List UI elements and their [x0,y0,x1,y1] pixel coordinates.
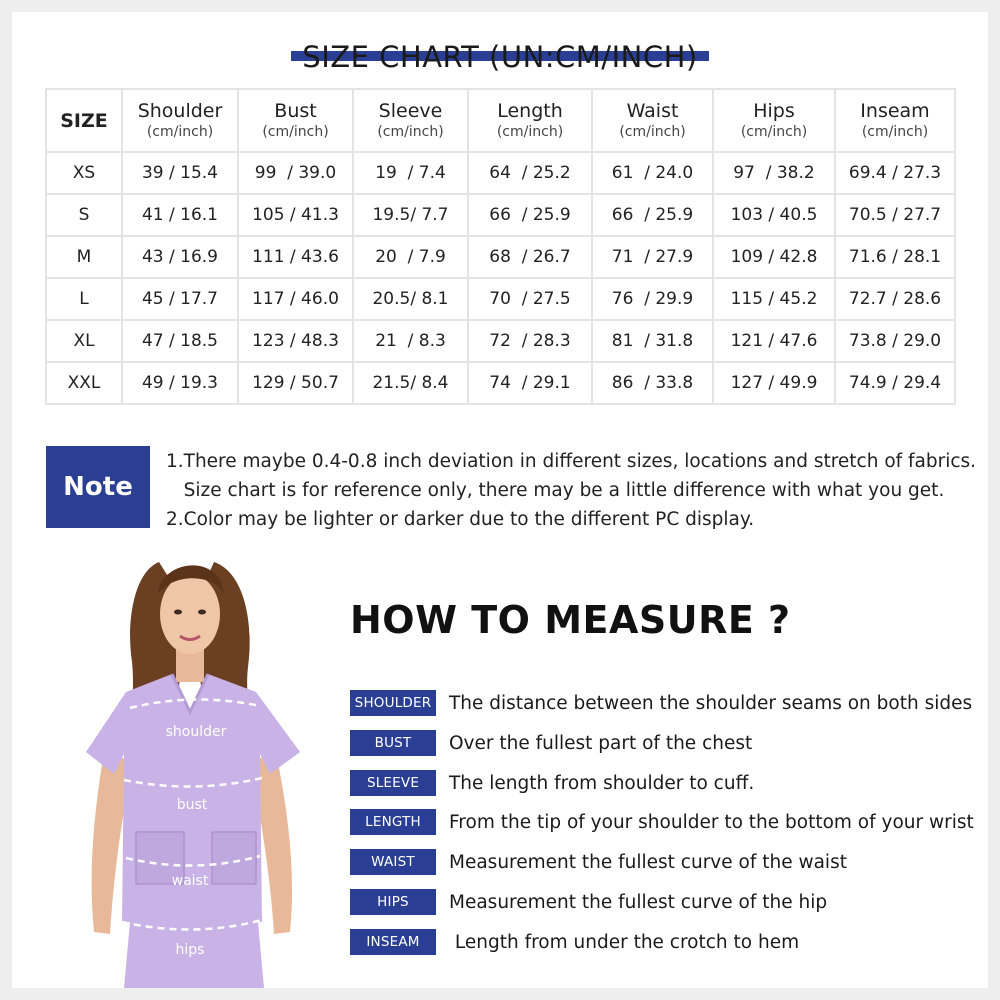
table-row [46,320,955,362]
table-cell: 66 / 25.9 [468,194,592,236]
measure-row [350,689,972,717]
eye-shape [198,610,206,615]
note-text [166,447,976,534]
note-line: 2.Color may be lighter or darker due to the different PC display. [166,509,755,530]
table-cell: 105 / 41.3 [238,194,353,236]
table-cell: 71.6 / 28.1 [835,236,955,278]
table-cell: 64 / 25.2 [468,152,592,194]
measure-description: The length from shoulder to cuff. [449,772,755,794]
table-cell: 19.5/ 7.7 [353,194,468,236]
table-cell: 111 / 43.6 [238,236,353,278]
column-header: Waist (cm/inch) [592,89,713,152]
table-cell: 69.4 / 27.3 [835,152,955,194]
column-header: Inseam (cm/inch) [835,89,955,152]
table-cell: 21 / 8.3 [353,320,468,362]
table-cell: 49 / 19.3 [122,362,238,404]
title-wrap [12,40,988,74]
measure-description: Measurement the fullest curve of the hip [449,891,828,913]
figure-label-bust: bust [176,797,208,813]
size-chart-table [45,88,956,405]
table-cell: 47 / 18.5 [122,320,238,362]
table-cell: 71 / 27.9 [592,236,713,278]
measure-row [350,848,847,876]
note-line: Size chart is for reference only, there may be a little difference with what you get. [166,480,945,501]
measure-description: Over the fullest part of the chest [449,732,753,754]
table-cell: 74 / 29.1 [468,362,592,404]
figure-label-shoulder: shoulder [165,724,227,740]
note-badge: Note [46,446,150,528]
table-cell: 45 / 17.7 [122,278,238,320]
table-cell: 70 / 27.5 [468,278,592,320]
eye-shape [174,610,182,615]
table-cell: 74.9 / 29.4 [835,362,955,404]
table-cell: 129 / 50.7 [238,362,353,404]
table-row [46,152,955,194]
table-cell: 39 / 15.4 [122,152,238,194]
measure-description: The distance between the shoulder seams on both sides [449,692,973,714]
measure-badge: BUST [350,730,436,756]
measure-badge: WAIST [350,849,436,875]
measure-badge: LENGTH [350,809,436,835]
measure-badge: SLEEVE [350,770,436,796]
table-cell: 41 / 16.1 [122,194,238,236]
column-header: Hips (cm/inch) [713,89,835,152]
table-cell: 121 / 47.6 [713,320,835,362]
note-line: 1.There maybe 0.4-0.8 inch deviation in different sizes, locations and stretch of fabrics. [166,451,977,472]
model-illustration [64,542,334,988]
table-cell: 97 / 38.2 [713,152,835,194]
measure-row [350,769,754,797]
size-cell: M [46,236,122,278]
measure-badge: HIPS [350,889,436,915]
column-header: Length (cm/inch) [468,89,592,152]
table-cell: 76 / 29.9 [592,278,713,320]
page-title: SIZE CHART (UN:CM/INCH) [302,40,698,74]
table-cell: 109 / 42.8 [713,236,835,278]
table-row [46,362,955,404]
size-cell: XS [46,152,122,194]
measure-row [350,808,974,836]
table-body [46,152,955,404]
column-header-size: SIZE [46,89,122,152]
table-row [46,278,955,320]
table-row [46,194,955,236]
table-cell: 72.7 / 28.6 [835,278,955,320]
size-cell: L [46,278,122,320]
table-cell: 99 / 39.0 [238,152,353,194]
measure-description: Length from under the crotch to hem [449,931,800,953]
table-header-row [46,89,955,152]
size-cell: XL [46,320,122,362]
size-cell: S [46,194,122,236]
table-cell: 66 / 25.9 [592,194,713,236]
figure-label-hips: hips [175,942,205,958]
table-cell: 70.5 / 27.7 [835,194,955,236]
table-cell: 117 / 46.0 [238,278,353,320]
measure-description: Measurement the fullest curve of the waist [449,851,847,873]
page [12,12,988,988]
column-header: Bust (cm/inch) [238,89,353,152]
how-to-measure-title: HOW TO MEASURE ? [350,598,791,642]
measure-badge: SHOULDER [350,690,436,716]
table-cell: 115 / 45.2 [713,278,835,320]
figure-label-waist: waist [171,873,209,889]
measure-badge: INSEAM [350,929,436,955]
table-cell: 21.5/ 8.4 [353,362,468,404]
table-cell: 81 / 31.8 [592,320,713,362]
measure-description: From the tip of your shoulder to the bottom of your wrist [449,811,974,833]
column-header: Shoulder (cm/inch) [122,89,238,152]
table-cell: 20.5/ 8.1 [353,278,468,320]
table-cell: 68 / 26.7 [468,236,592,278]
table-cell: 127 / 49.9 [713,362,835,404]
measure-row [350,888,827,916]
table-cell: 123 / 48.3 [238,320,353,362]
table-cell: 43 / 16.9 [122,236,238,278]
table-cell: 20 / 7.9 [353,236,468,278]
measure-row [350,729,752,757]
table-cell: 73.8 / 29.0 [835,320,955,362]
face-shape [160,574,220,654]
measure-row [350,928,799,956]
table-cell: 72 / 28.3 [468,320,592,362]
table-cell: 86 / 33.8 [592,362,713,404]
size-cell: XXL [46,362,122,404]
table-cell: 103 / 40.5 [713,194,835,236]
table-cell: 19 / 7.4 [353,152,468,194]
column-header: Sleeve (cm/inch) [353,89,468,152]
table-row [46,236,955,278]
table-cell: 61 / 24.0 [592,152,713,194]
